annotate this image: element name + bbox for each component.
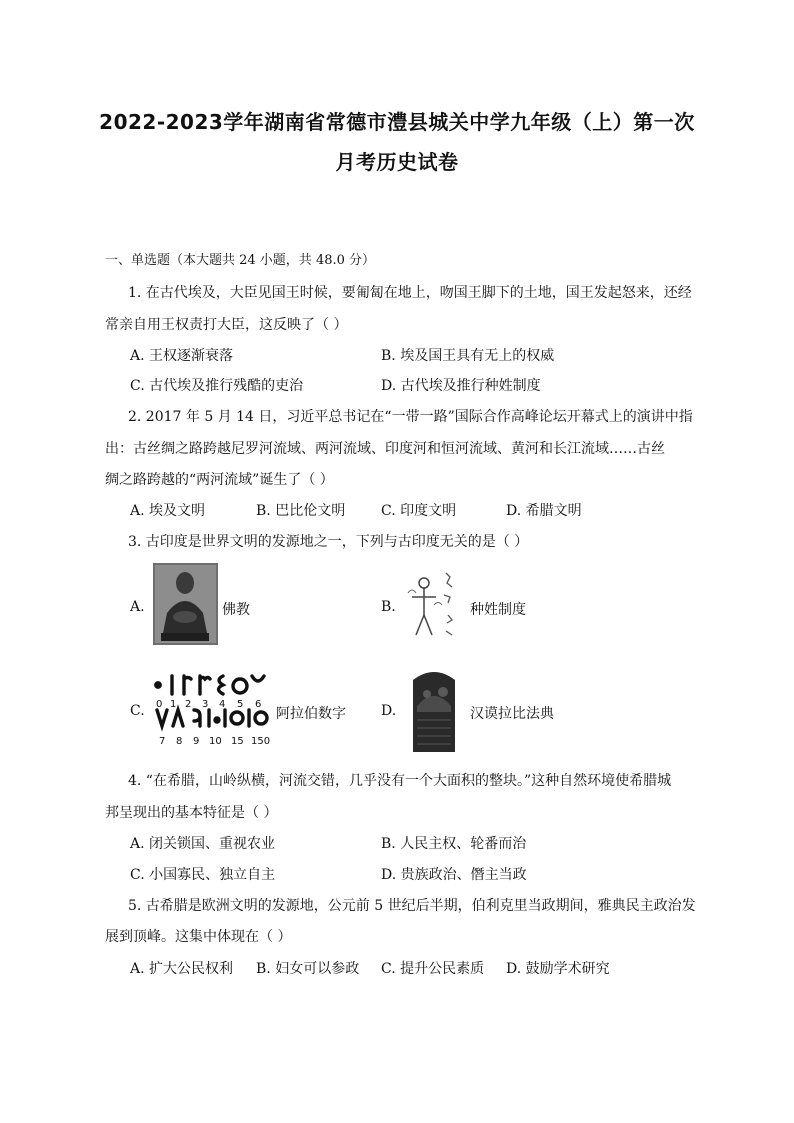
numeral-label: 9 xyxy=(193,736,200,747)
question-4-option-b[interactable]: B. 人民主权、轮番而治 xyxy=(381,836,527,852)
question-2-option-c[interactable]: C. 印度文明 xyxy=(381,503,457,519)
question-3-option-a[interactable]: A. xyxy=(130,599,145,615)
caption-arabic-numerals: 阿拉伯数字 xyxy=(276,706,346,722)
numeral-labels-row-1 xyxy=(151,699,275,711)
section-heading: 一、单选题（本大题共 24 小题，共 48.0 分） xyxy=(105,253,376,268)
exam-title-line-1: 2022-2023学年湖南省常德市澧县城关中学九年级（上）第一次 xyxy=(99,110,695,134)
question-1-option-a[interactable]: A. 王权逐渐衰落 xyxy=(130,348,234,364)
numeral-labels-row-2 xyxy=(151,736,275,748)
question-4-option-c[interactable]: C. 小国寡民、独立自主 xyxy=(130,867,276,883)
question-5-option-c[interactable]: C. 提升公民素质 xyxy=(381,961,485,977)
caption-hammurabi-code: 汉谟拉比法典 xyxy=(470,706,554,722)
buddha-statue-image xyxy=(153,563,218,645)
numeral-label: 3 xyxy=(202,699,209,710)
question-2-stem-line-3: 绸之路跨越的“两河流域”诞生了（ ） xyxy=(105,472,334,488)
question-3-option-b[interactable]: B. xyxy=(381,599,396,615)
caption-caste-system: 种姓制度 xyxy=(470,602,526,618)
question-5-stem-line-1: 5. 古希腊是欧洲文明的发源地，公元前 5 世纪后半期，伯利克里当政期间，雅典民主政治发 xyxy=(128,898,696,914)
question-4-option-d[interactable]: D. 贵族政治、僭主当政 xyxy=(381,867,527,883)
question-4-stem-line-2: 邦呈现出的基本特征是（ ） xyxy=(105,805,278,821)
question-5-stem-line-2: 展到顶峰。这集中体现在（ ） xyxy=(105,929,292,945)
question-4-option-a[interactable]: A. 闭关锁国、重视农业 xyxy=(130,836,276,852)
numeral-label: 5 xyxy=(237,699,244,710)
question-2-option-d[interactable]: D. 希腊文明 xyxy=(506,503,582,519)
numeral-label: 7 xyxy=(159,736,166,747)
question-3-option-d[interactable]: D. xyxy=(381,703,397,719)
numeral-label: 1 xyxy=(170,699,177,710)
question-2-stem-line-1: 2. 2017 年 5 月 14 日，习近平总书记在“一带一路”国际合作高峰论坛开幕式上的演讲中指 xyxy=(128,409,693,425)
question-3-stem: 3. 古印度是世界文明的发源地之一，下列与古印度无关的是（ ） xyxy=(128,534,529,550)
numeral-label: 150 xyxy=(251,736,271,747)
hammurabi-stele-image xyxy=(405,666,463,752)
numeral-label: 4 xyxy=(219,699,226,710)
numeral-label: 2 xyxy=(185,699,192,710)
question-3-option-c[interactable]: C. xyxy=(130,703,145,719)
question-1-option-d[interactable]: D. 古代埃及推行种姓制度 xyxy=(381,378,541,394)
caste-system-sketch-image xyxy=(404,565,460,645)
question-1-option-b[interactable]: B. 埃及国王具有无上的权威 xyxy=(381,348,555,364)
caption-buddhism: 佛教 xyxy=(222,602,250,618)
question-1-stem-line-1: 1. 在古代埃及，大臣见国王时候，要匍匐在地上，吻国王脚下的土地，国王发起怒来，还经 xyxy=(128,285,692,301)
question-5-option-b[interactable]: B. 妇女可以参政 xyxy=(256,961,360,977)
question-2-option-b[interactable]: B. 巴比伦文明 xyxy=(256,503,346,519)
question-5-option-a[interactable]: A. 扩大公民权利 xyxy=(130,961,234,977)
numeral-label: 6 xyxy=(255,699,262,710)
question-2-stem-line-2: 出：古丝绸之路跨越尼罗河流域、两河流域、印度河和恒河流域、黄河和长江流域……古丝 xyxy=(105,441,665,457)
numeral-label: 0 xyxy=(156,699,163,710)
numeral-label: 15 xyxy=(231,736,244,747)
numeral-label: 10 xyxy=(209,736,222,747)
question-5-option-d[interactable]: D. 鼓励学术研究 xyxy=(506,961,610,977)
question-1-stem-line-2: 常亲自用王权责打大臣，这反映了（ ） xyxy=(105,317,348,333)
question-4-stem-line-1: 4. “在希腊，山岭纵横，河流交错，几乎没有一个大面积的整块。”这种自然环境使希腊城 xyxy=(128,773,672,789)
question-2-option-a[interactable]: A. 埃及文明 xyxy=(130,503,206,519)
numeral-label: 8 xyxy=(176,736,183,747)
exam-title-line-2: 月考历史试卷 xyxy=(335,150,459,174)
question-1-option-c[interactable]: C. 古代埃及推行残酷的吏治 xyxy=(130,378,304,394)
